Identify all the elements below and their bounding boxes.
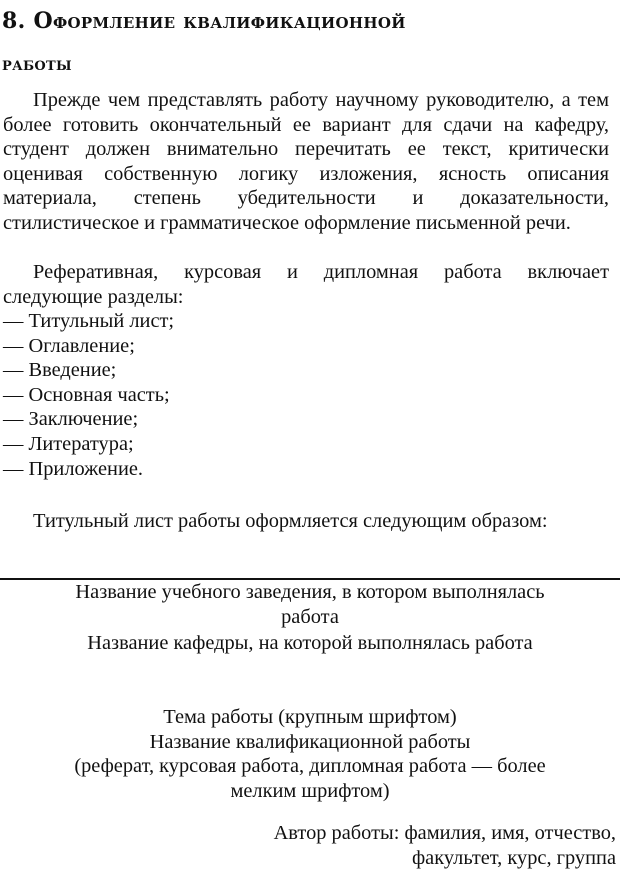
topic-block: [0, 705, 620, 803]
author-block: [196, 821, 616, 870]
list-item: — Заключение;: [3, 408, 139, 431]
department-block: [0, 631, 620, 656]
list-item: — Титульный лист;: [3, 310, 175, 332]
section-heading: [2, 1, 612, 79]
institution-block: [0, 580, 620, 629]
list-item: — Основная часть;: [3, 383, 170, 406]
topic-line: мелким шрифтом): [230, 779, 390, 802]
sections-intro-paragraph: Реферативная, курсовая и дипломная работа включает следующие разделы:: [3, 261, 609, 308]
topic-line: Тема работы (крупным шрифтом): [163, 706, 457, 728]
sections-list: [3, 309, 609, 481]
topic-line: (реферат, курсовая работа, дипломная работа — более: [74, 755, 546, 778]
list-item: — Введение;: [3, 359, 117, 382]
institution-line: Название учебного заведения, в котором выполнялась: [75, 581, 545, 603]
author-line: Автор работы: фамилия, имя, отчество,: [273, 822, 616, 844]
list-item: — Литература;: [3, 432, 134, 455]
title-page-intro-paragraph: Титульный лист работы оформляется следующим образом:: [33, 510, 548, 532]
list-item: — Приложение.: [3, 457, 144, 480]
intro-paragraph: Прежде чем представлять работу научному руководителю, а тем более готовить окончательный ее вариант для сдачи на кафедру, студент должен внимательно перечитать ее текст, критически оценивая собственную логику изложения, ясность описания материала, степень убедительности и доказательности, стилистическое и грамматическое оформление письменной речи.: [3, 89, 609, 234]
list-item: — Оглавление;: [3, 334, 135, 357]
institution-line: работа: [281, 605, 339, 628]
topic-line: Название квалификационной работы: [149, 730, 471, 753]
department-line: Название кафедры, на которой выполнялась работа: [87, 632, 533, 654]
author-line: факультет, курс, группа: [411, 846, 616, 869]
section-heading-line2: работы: [2, 53, 72, 75]
section-heading-line1: 8. Оформление квалификационной: [2, 8, 406, 34]
